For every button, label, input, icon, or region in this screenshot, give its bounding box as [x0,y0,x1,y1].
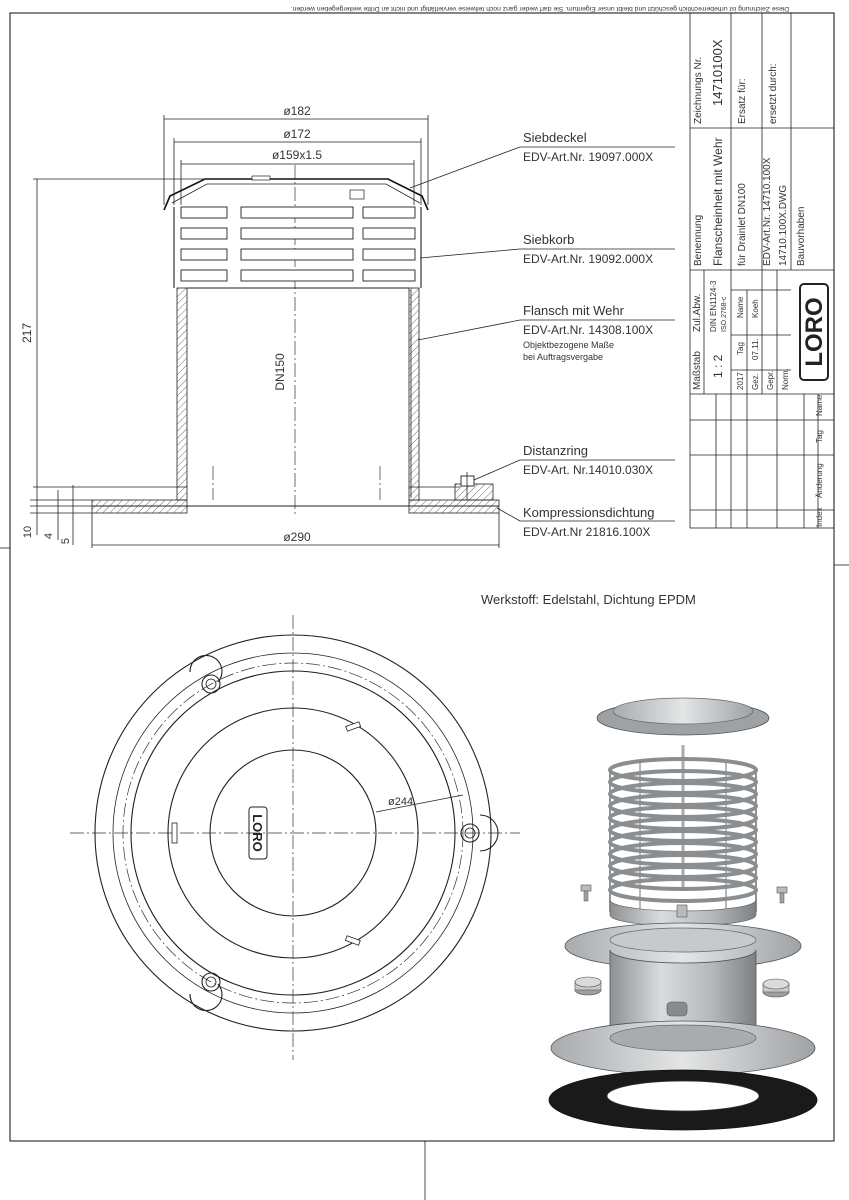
logo-text: LORO [801,297,828,367]
svg-text:ø172: ø172 [283,127,311,141]
dim-d159 [181,148,414,205]
svg-text:5: 5 [60,537,72,545]
3d-screw-left [581,885,591,901]
tb-benennung: Flanscheinheit mit Wehr [711,137,725,266]
part-name-flansch: Flansch mit Wehr [523,303,624,318]
dim-small-heights [22,485,92,545]
tb-zeichnungs-nr-label: Zeichnungs Nr. [693,56,704,124]
3d-screw-right [777,887,787,903]
tb-aenderung: Änderung [815,463,824,498]
part-number-siebkorb: EDV-Art.Nr. 19092.000X [523,252,654,266]
tube-wall-right [409,288,419,500]
tb-gepr: Gepr. [766,370,775,390]
part-name-siebkorb: Siebkorb [523,232,575,247]
tb-art-nr: EDV-Art.Nr. 14710.100X [762,157,773,266]
material-note: Werkstoff: Edelstahl, Dichtung EPDM [481,592,696,607]
part-number-distanzring: EDV-Art. Nr.14010.030X [523,463,654,477]
svg-text:ø290: ø290 [283,530,311,544]
tb-dwg: 14710.100X.DWG [778,184,789,266]
plan-logo-text: LORO [250,814,265,852]
tb-massstab-label: Maßstab [692,351,703,390]
tb-norm: Norm. [781,368,790,390]
tb-fuer: für Drainlet DN100 [737,183,748,266]
tb-gez-name: Koeh [751,299,760,318]
tb-gez-tag: 07.11. [751,338,760,360]
tb-gez: Gez. [751,373,760,390]
part-name-distanzring: Distanzring [523,443,589,458]
svg-text:ø182: ø182 [283,104,311,118]
dim-d244: ø244 [388,796,414,808]
tb-massstab: 1 : 2 [711,354,725,378]
part-number-flansch: EDV-Art.Nr. 14308.100X [523,323,654,337]
tb-index: Index [815,507,824,527]
tb-name: Name [736,296,745,318]
loro-logo [800,284,828,380]
3d-spacer-right [763,979,789,997]
3d-spacer-left [575,977,601,995]
tb-tag-2: Tag [815,430,824,443]
part-name-siebdeckel: Siebdeckel [523,130,587,145]
part-number-siebdeckel: EDV-Art.Nr. 19097.000X [523,150,654,164]
part-note-1: Objektbezogene Maße [523,340,615,350]
plan-logo [249,807,267,859]
exploded-3d-view [549,698,817,1130]
tb-name-2: Name [815,394,824,416]
tb-tag: Tag [736,342,745,355]
tb-ersatz-fuer: Ersatz für: [737,78,748,124]
tb-zul-abw: Zul.Abw. [692,293,703,332]
3d-lid-top [613,698,753,724]
tb-year: 2017 [736,372,745,390]
plan-view [70,615,520,1060]
part-name-dichtung: Kompressionsdichtung [523,505,655,520]
dim-d172 [174,127,421,205]
tb-bauvorhaben: Bauvorhaben [796,206,807,266]
copyright-notice: Diese Zeichnung ist urheberrechtlich geschützt und bleibt unser Eigentum. Sie darf weder ganz noch teilweise vervielfältigt und nicht an Dritte weitergegeben werden. [290,5,790,12]
part-note-2: bei Auftragsvergabe [523,352,604,362]
dn-label: DN150 [273,353,287,391]
3d-basket [610,759,756,926]
tb-ersetzt-durch: ersetzt durch: [768,63,779,124]
title-block-text [692,39,828,527]
sieve-slots [181,207,415,281]
tube-wall-left [177,288,187,500]
svg-text:4: 4 [43,532,55,540]
part-number-dichtung: EDV-Art.Nr 21816.100X [523,525,651,539]
svg-text:10: 10 [22,525,34,539]
section-view [20,104,675,548]
tb-benennung-label: Benennung [693,214,704,266]
tb-norm1: DIN EN1124-3 [709,280,718,332]
dim-d290 [92,513,499,548]
svg-text:ø159x1.5: ø159x1.5 [271,148,323,162]
tb-norm2: ISO 2768-c [721,296,728,332]
svg-text:217: 217 [20,322,34,344]
tb-zeichnungs-nr: 14710100X [710,39,725,106]
